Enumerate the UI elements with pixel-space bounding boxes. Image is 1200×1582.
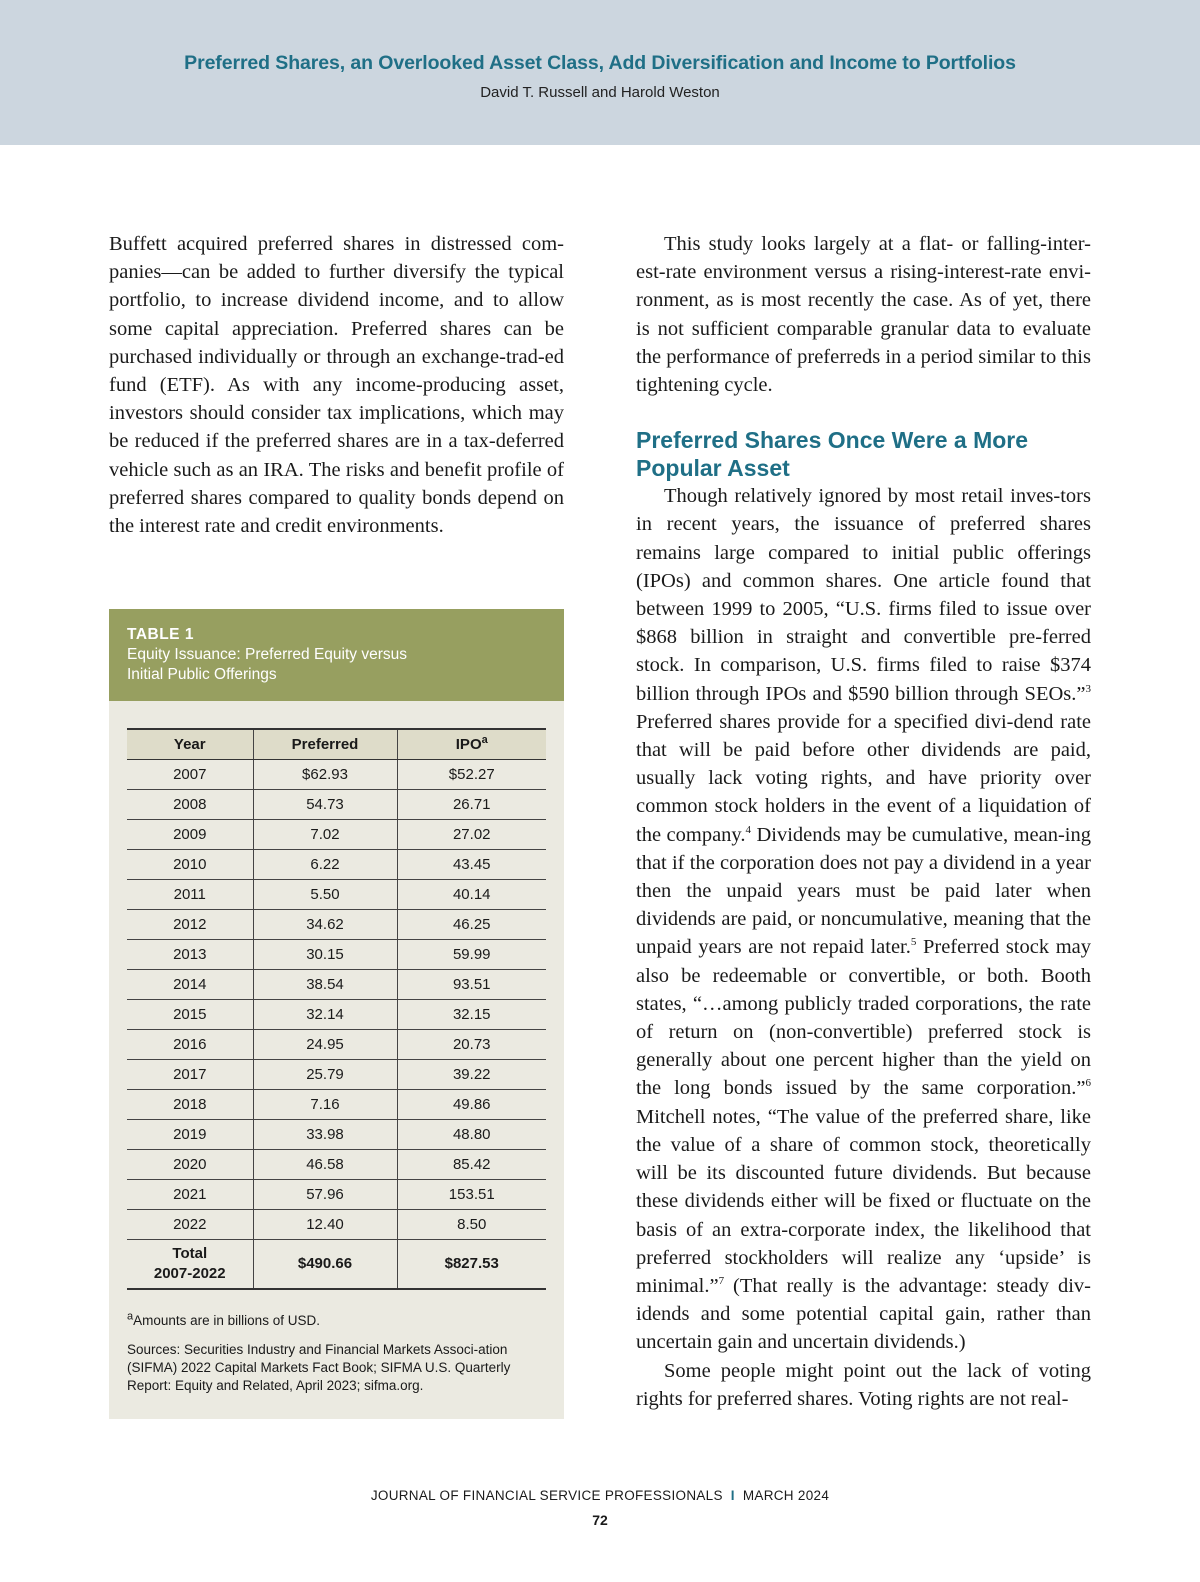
ipo-cell: 20.73: [397, 1029, 546, 1059]
table-body: [127, 759, 546, 1239]
ipo-cell: 27.02: [397, 819, 546, 849]
year-cell: 2016: [127, 1029, 253, 1059]
right-paragraph-2: [636, 482, 1091, 1356]
table-row: [127, 909, 546, 939]
total-label-cell: [127, 1239, 253, 1289]
footnote-ref-5: 5: [910, 936, 917, 949]
total-preferred-cell: $490.66: [253, 1239, 397, 1289]
column-header-ipo: [397, 729, 546, 759]
right-paragraph-1: This study looks largely at a flat- or falling-inter-est-rate environment versus a rising-interest-rate envi-ronment, as is most recently the case. As of yet, there is not sufficient comparable granular data to evaluate the performance of preferreds in a period similar to this tightening cycle.: [636, 233, 1091, 397]
table-row: [127, 789, 546, 819]
table-row: [127, 1209, 546, 1239]
footer-date: MARCH 2024: [742, 1488, 830, 1503]
p2-part-b: Preferred shares provide for a specified divi-dend rate that will be paid before other dividends are paid, usually lack voting rights, and have priority over common stock holders in the event of a liquidation of the company.: [636, 710, 1091, 846]
ipo-cell: 85.42: [397, 1149, 546, 1179]
footnote-ref-4: 4: [745, 823, 751, 836]
column-header-preferred: Preferred: [253, 729, 397, 759]
ipo-cell: 40.14: [397, 879, 546, 909]
preferred-cell: 34.62: [253, 909, 397, 939]
table-row: [127, 999, 546, 1029]
right-paragraph-3: Some people might point out the lack of voting rights for preferred shares. Voting rights are not real-: [636, 1359, 1091, 1410]
p2-part-f: (That really is the advantage: steady div-idends and some potential capital gain, rather than uncertain gain and uncertain dividends.): [636, 1274, 1091, 1354]
table-row: [127, 1089, 546, 1119]
preferred-cell: 46.58: [253, 1149, 397, 1179]
ipo-cell: 59.99: [397, 939, 546, 969]
equity-issuance-table: [127, 728, 546, 1290]
preferred-cell: 54.73: [253, 789, 397, 819]
table-row: [127, 939, 546, 969]
year-cell: 2010: [127, 849, 253, 879]
p2-part-a: Though relatively ignored by most retail inves-tors in recent years, the issuance of preferred shares remains large compared to initial public offerings (IPOs) and common shares. One article found that between 1999 to 2005, “U.S. firms filed to issue over $868 billion in straight and convertible pre-ferred stock. In comparison, U.S. firms filed to raise $374 billion through IPOs and $590 billion through SEOs.”: [636, 485, 1091, 705]
preferred-cell: 33.98: [253, 1119, 397, 1149]
left-paragraph: Buffett acquired preferred shares in distressed com-panies—can be added to further diversify the typical portfolio, to increase dividend income, and to allow some capital appreciation. Preferred shares can be purchased individually or through an exchange-trad-ed fund (ETF). As with any income-producing asset, investors should consider tax implications, which may be reduced if the preferred shares are in a tax-deferred vehicle such as an IRA. The risks and benefit profile of preferred shares compared to quality bonds depend on the interest rate and credit environments.: [109, 233, 564, 538]
table-1-caption-line-2: Initial Public Offerings: [127, 666, 277, 683]
preferred-cell: 7.02: [253, 819, 397, 849]
footer-journal-name: JOURNAL OF FINANCIAL SERVICE PROFESSIONALS: [370, 1488, 723, 1503]
year-cell: 2021: [127, 1179, 253, 1209]
table-row: [127, 1059, 546, 1089]
section-heading: Preferred Shares Once Were a More Popular Asset: [636, 427, 1029, 482]
left-column: [109, 230, 564, 540]
year-cell: 2022: [127, 1209, 253, 1239]
ipo-cell: 8.50: [397, 1209, 546, 1239]
year-cell: 2014: [127, 969, 253, 999]
table-header-row: [127, 729, 546, 759]
preferred-cell: 38.54: [253, 969, 397, 999]
year-cell: 2011: [127, 879, 253, 909]
ipo-header-text: IPO: [455, 735, 482, 753]
ipo-footnote-mark: a: [481, 733, 488, 746]
table-footnote-mark: a: [127, 1310, 134, 1323]
p2-part-d: Preferred stock may also be redeemable or convertible, or both. Booth states, “…among publicly traded corporations, the rate of return on (non-convertible) preferred stock is generally about one percent higher than the yield on the long bonds issued by the same corporation.”: [636, 936, 1091, 1100]
running-header-authors: David T. Russell and Harold Weston: [480, 84, 720, 101]
column-header-year: Year: [127, 729, 253, 759]
table-sources: Sources: Securities Industry and Financial Markets Associ-ation (SIFMA) 2022 Capital Markets Fact Book; SIFMA U.S. Quarterly Report: Equity and Related, April 2023; sifma.org.: [127, 1342, 511, 1393]
year-cell: 2008: [127, 789, 253, 819]
table-1-header: [109, 609, 564, 701]
footnote-ref-6: 6: [1085, 1077, 1091, 1090]
p2-part-e: Mitchell notes, “The value of the preferred share, like the value of a share of common stock, theoretically will be its discounted future dividends. But because these dividends either will be fixed or fluctuate on the basis of an extra-corporate index, the likelihood that preferred stockholders will realize any ‘upside’ is minimal.”: [636, 1105, 1091, 1297]
preferred-cell: $62.93: [253, 759, 397, 789]
preferred-cell: 12.40: [253, 1209, 397, 1239]
year-cell: 2020: [127, 1149, 253, 1179]
footer-separator: I: [730, 1488, 735, 1503]
ipo-cell: 48.80: [397, 1119, 546, 1149]
year-cell: 2012: [127, 909, 253, 939]
year-cell: 2019: [127, 1119, 253, 1149]
table-footnote-text: Amounts are in billions of USD.: [133, 1313, 320, 1328]
ipo-cell: 46.25: [397, 909, 546, 939]
table-total-row: [127, 1239, 546, 1289]
ipo-cell: 153.51: [397, 1179, 546, 1209]
table-row: [127, 879, 546, 909]
table-row: [127, 969, 546, 999]
table-row: [127, 1149, 546, 1179]
preferred-cell: 32.14: [253, 999, 397, 1029]
preferred-cell: 25.79: [253, 1059, 397, 1089]
table-row: [127, 849, 546, 879]
right-column: [636, 230, 1091, 1413]
table-1-label: TABLE 1: [127, 626, 194, 643]
year-cell: 2009: [127, 819, 253, 849]
ipo-cell: 39.22: [397, 1059, 546, 1089]
year-cell: 2018: [127, 1089, 253, 1119]
p2-part-c: Dividends may be cumulative, mean-ing that if the corporation does not pay a dividend in a year then the unpaid years must be paid later when dividends are paid, or noncumulative, meaning that the unpaid years are not repaid later.: [636, 823, 1091, 959]
footer-journal-line: [0, 1488, 1200, 1503]
preferred-cell: 6.22: [253, 849, 397, 879]
total-label-line-2: 2007-2022: [153, 1264, 226, 1282]
ipo-cell: 93.51: [397, 969, 546, 999]
preferred-cell: 5.50: [253, 879, 397, 909]
table-1-caption-line-1: Equity Issuance: Preferred Equity versus: [127, 646, 407, 663]
footnote-ref-3: 3: [1085, 682, 1091, 695]
ipo-cell: 43.45: [397, 849, 546, 879]
page-number: 72: [592, 1512, 608, 1528]
year-cell: 2017: [127, 1059, 253, 1089]
ipo-cell: 32.15: [397, 999, 546, 1029]
table-row: [127, 759, 546, 789]
ipo-cell: $52.27: [397, 759, 546, 789]
ipo-cell: 26.71: [397, 789, 546, 819]
table-footnote: [127, 1312, 547, 1330]
table-row: [127, 1179, 546, 1209]
total-label-line-1: Total: [172, 1244, 208, 1262]
table-row: [127, 819, 546, 849]
preferred-cell: 24.95: [253, 1029, 397, 1059]
ipo-cell: 49.86: [397, 1089, 546, 1119]
year-cell: 2013: [127, 939, 253, 969]
running-header-title: Preferred Shares, an Overlooked Asset Class, Add Diversification and Income to Portfolios: [184, 52, 1016, 74]
total-ipo-cell: $827.53: [397, 1239, 546, 1289]
preferred-cell: 30.15: [253, 939, 397, 969]
footnote-ref-7: 7: [718, 1275, 725, 1288]
table-1: [109, 609, 564, 1419]
table-row: [127, 1029, 546, 1059]
preferred-cell: 57.96: [253, 1179, 397, 1209]
year-cell: 2007: [127, 759, 253, 789]
year-cell: 2015: [127, 999, 253, 1029]
table-row: [127, 1119, 546, 1149]
preferred-cell: 7.16: [253, 1089, 397, 1119]
